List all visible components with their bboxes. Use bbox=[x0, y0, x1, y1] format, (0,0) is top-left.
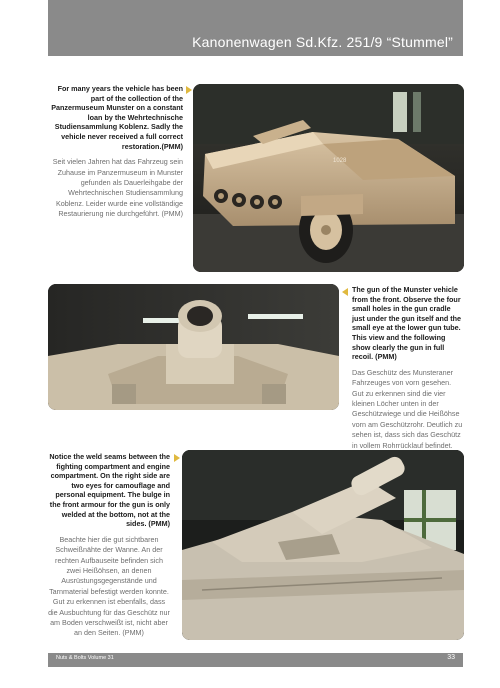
svg-text:1028: 1028 bbox=[333, 158, 347, 164]
caption-2-english: The gun of the Munster vehicle from the front. Observe the four small holes in the gun cradle just under the gun itself and the small eye at the lower gun tube. This view and the following show clearly the gun in full recoil. (PMM) bbox=[352, 285, 462, 362]
page-number: 33 bbox=[447, 654, 455, 661]
photo-fighting-compartment bbox=[182, 450, 464, 640]
caption-3 bbox=[48, 452, 170, 639]
gun-front-image bbox=[48, 284, 339, 410]
caption-3-german: Beachte hier die gut sichtbaren Schweißnähte der Wanne. An der rechten Aufbauseite befinden sich zwei Heißöhsen, an denen Ausrüstungsgegenstände und Tarnmaterial befestigt werden konnte. Gut zu erkennen ist ebenfalls, dass die Ausbuchtung für das Geschütz nur am Boden verschweißt ist, nicht aber an den Seiten. (PMM) bbox=[48, 534, 170, 638]
caption-2-german: Das Geschütz des Munsteraner Fahrzeuges von vorn gesehen. Gut zu erkennen sind die vier kleinen Löcher unten in der Geschützwiege und die Heißöhse vorn am Geschützrohr. Deutlich zu sehen ist, dass sich das Geschütz in vollem Rohrrücklauf befindet. bbox=[352, 367, 463, 450]
footer-publication: Nuts & Bolts Volume 31 bbox=[56, 655, 114, 661]
arrow-right-icon bbox=[186, 86, 192, 94]
footer-bar bbox=[48, 653, 463, 667]
photo-halftrack-side bbox=[193, 84, 464, 272]
caption-1-german: Seit vielen Jahren hat das Fahrzeug sein Zuhause im Panzermuseum in Munster gefunden als Dauerleihgabe der Wehrtechnischen Studiensammlung Koblenz. Leider wurde eine vollständige Restaurierung nie durchgeführt. (PMM) bbox=[52, 157, 183, 219]
arrow-left-icon bbox=[342, 288, 348, 296]
header-bar bbox=[48, 0, 463, 56]
fighting-compartment-image bbox=[182, 450, 464, 640]
caption-3-english: Notice the weld seams between the fighting compartment and engine compartment. On the right side are two eyes for camouflage and personal equipment. The bulge in the front armour for the gun is only welded at the bottom, not at the sides. (PMM) bbox=[49, 452, 170, 529]
caption-1 bbox=[48, 84, 183, 220]
halftrack-side-image bbox=[193, 84, 464, 272]
caption-1-english: For many years the vehicle has been part of the collection of the Panzermuseum Munster on a constant loan by the Wehrtechnische Studiensammlung Koblenz. Sadly the vehicle never received a full correct restoration.(PMM) bbox=[51, 84, 183, 151]
page-title: Kanonenwagen Sd.Kfz. 251/9 “Stummel” bbox=[192, 34, 453, 50]
photo-gun-front bbox=[48, 284, 339, 410]
arrow-right-icon bbox=[174, 454, 180, 462]
caption-2 bbox=[352, 285, 464, 461]
